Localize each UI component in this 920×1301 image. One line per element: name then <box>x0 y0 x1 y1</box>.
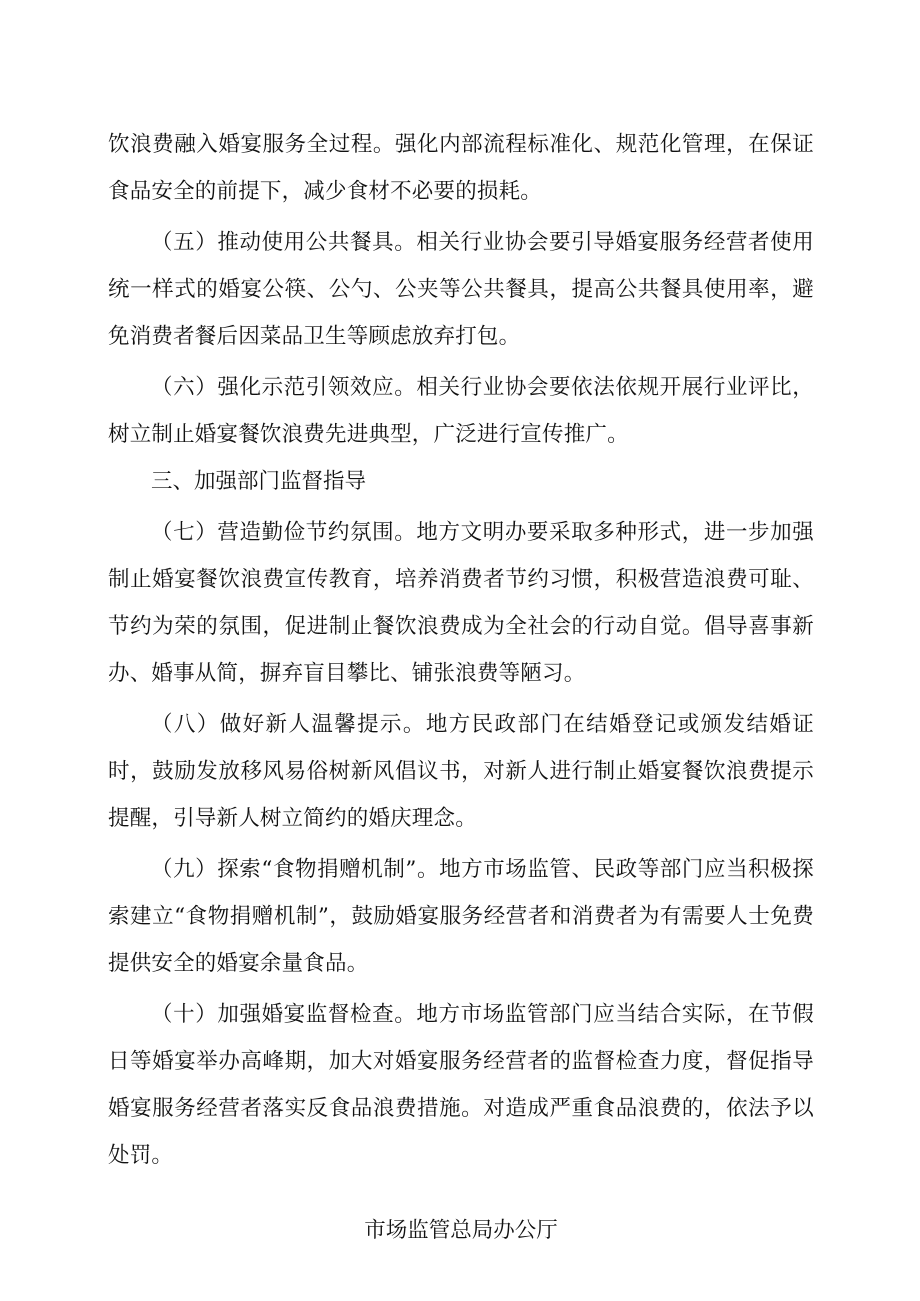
paragraph-continuation: 饮浪费融入婚宴服务全过程。强化内部流程标准化、规范化管理，在保证食品安全的前提下，减少食材不必要的损耗。 <box>108 132 814 204</box>
section-heading-3: 三、加强部门监督指导 <box>151 469 367 494</box>
paragraph-item-5: （五）推动使用公共餐具。相关行业协会要引导婚宴服务经营者使用统一样式的婚宴公筷、公勺、公夹等公共餐具，提高公共餐具使用率，避免消费者餐后因菜品卫生等顾虑放弃打包。 <box>108 230 814 349</box>
paragraph-item-9: （九）探索“食物捐赠机制”。地方市场监管、民政等部门应当积极探索建立“食物捐赠机制”，鼓励婚宴服务经营者和消费者为有需要人士免费提供安全的婚宴余量食品。 <box>108 857 814 976</box>
paragraph-item-6: （六）强化示范引领效应。相关行业协会要依法依规开展行业评比，树立制止婚宴餐饮浪费先进典型，广泛进行宣传推广。 <box>108 375 814 447</box>
paragraph-item-7: （七）营造勤俭节约氛围。地方文明办要采取多种形式，进一步加强制止婚宴餐饮浪费宣传教育，培养消费者节约习惯，积极营造浪费可耻、节约为荣的氛围，促进制止餐饮浪费成为全社会的行动自觉。倡导喜事新办、婚事从简，摒弃盲目攀比、铺张浪费等陋习。 <box>108 520 814 686</box>
paragraph-item-10: （十）加强婚宴监督检查。地方市场监管部门应当结合实际，在节假日等婚宴举办高峰期，加大对婚宴服务经营者的监督检查力度，督促指导婚宴服务经营者落实反食品浪费措施。对造成严重食品浪费的，依法予以处罚。 <box>108 1002 814 1168</box>
signature-issuer: 市场监管总局办公厅 <box>364 1218 558 1243</box>
paragraph-item-8: （八）做好新人温馨提示。地方民政部门在结婚登记或颁发结婚证时，鼓励发放移风易俗树新风倡议书，对新人进行制止婚宴餐饮浪费提示提醒，引导新人树立简约的婚庆理念。 <box>108 712 814 831</box>
document-body <box>108 121 814 1254</box>
